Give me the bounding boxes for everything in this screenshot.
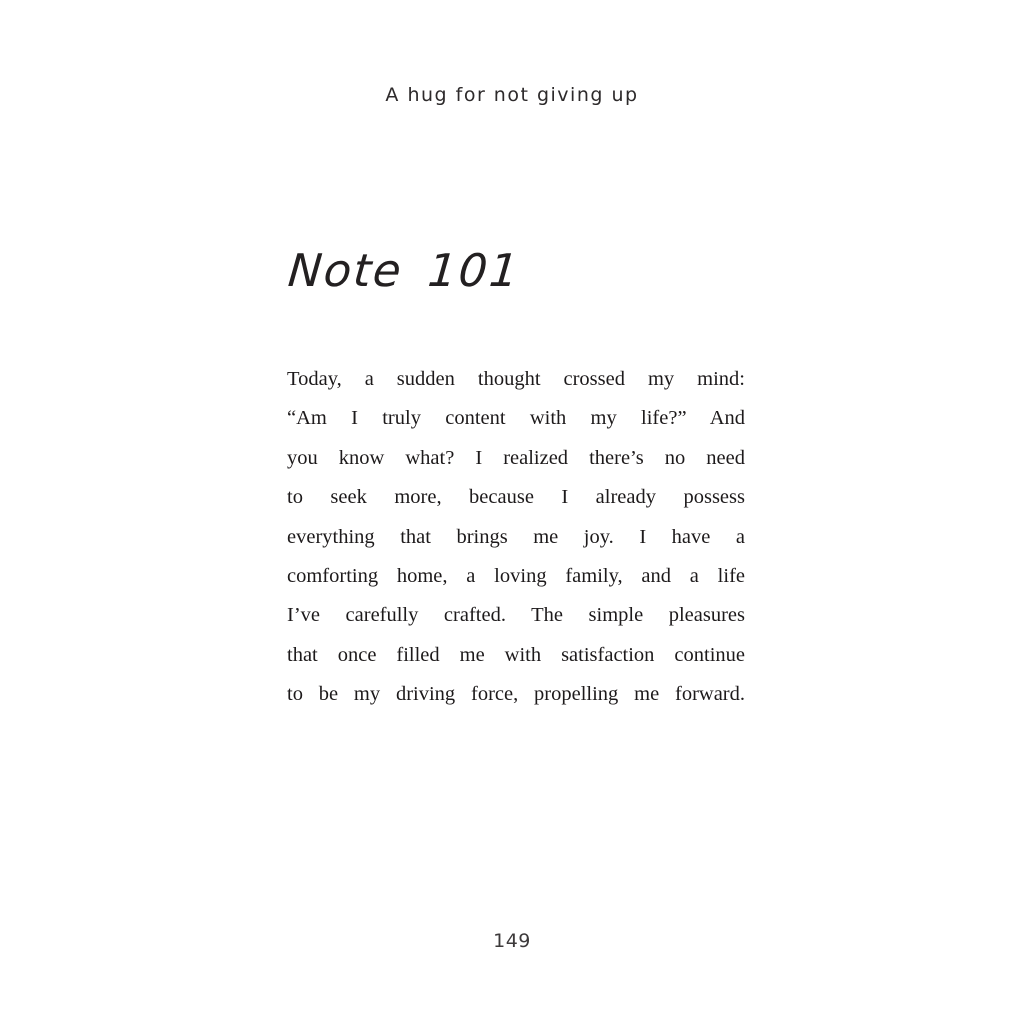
body-line: to seek more, because I already possess: [287, 486, 745, 509]
body-line: everything that brings me joy. I have a: [287, 525, 745, 548]
body-line: you know what? I realized there’s no need: [287, 446, 745, 469]
note-heading: Note 101: [286, 244, 523, 297]
body-line: “Am I truly content with my life?” And: [287, 407, 745, 430]
running-head: A hug for not giving up: [385, 84, 639, 106]
body-line: that once filled me with satisfaction continue: [287, 643, 745, 666]
body-line: Today, a sudden thought crossed my mind:: [287, 368, 745, 390]
body-line: comforting home, a loving family, and a life: [287, 564, 745, 587]
body-line: I’ve carefully crafted. The simple pleasures: [287, 604, 745, 627]
page-number: 149: [493, 930, 531, 952]
body-paragraph: [287, 360, 745, 715]
body-line: to be my driving force, propelling me forward.: [287, 683, 745, 706]
